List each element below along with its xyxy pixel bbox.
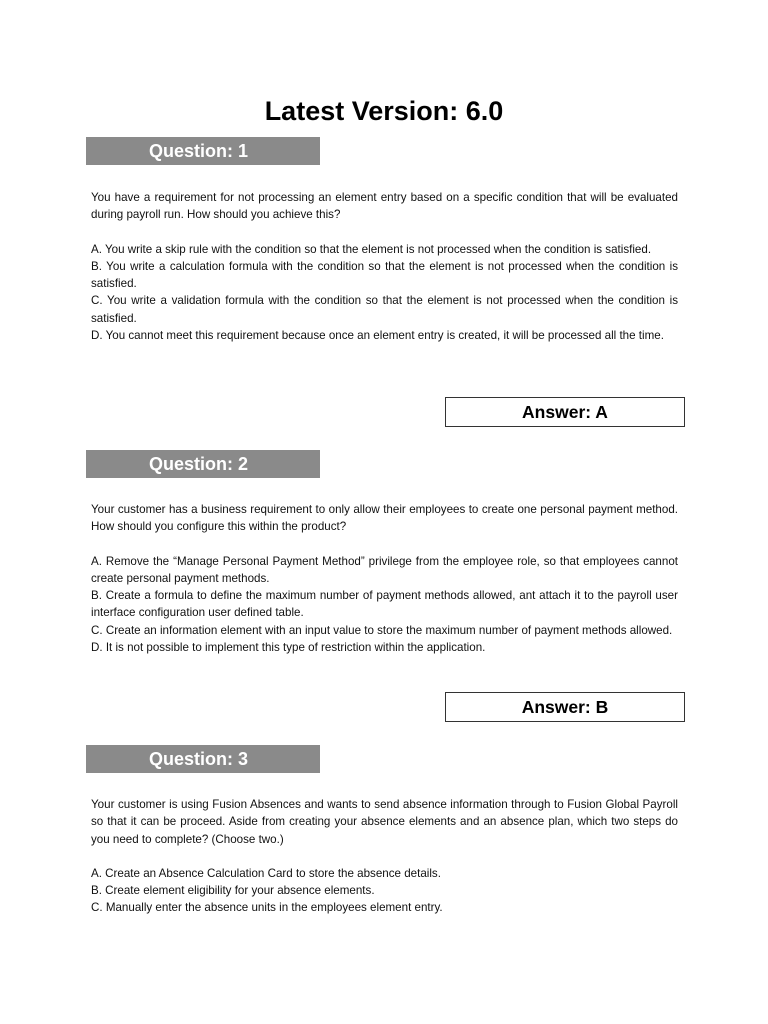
question-3-option-c: C. Manually enter the absence units in the employees element entry. [91,901,443,915]
question-2-option-d: D. It is not possible to implement this type of restriction within the application. [91,641,486,655]
question-2-body [91,501,678,656]
question-1-prompt: You have a requirement for not processing an element entry based on a specific condition that will be evaluated during payroll run. How should you achieve this? [91,191,678,222]
question-3-prompt: Your customer is using Fusion Absences and wants to send absence information through to Fusion Global Payroll so that it can be proceed. Aside from creating your absence elements and an absence plan, which two steps do you need to complete? (Choose two.) [91,798,678,846]
question-1-banner: Question: 1 [86,137,320,165]
question-2-option-a: A. Remove the “Manage Personal Payment Method” privilege from the employee role, so that employees cannot create personal payment methods. [91,554,678,585]
question-1-option-b: B. You write a calculation formula with the condition so that the element is not processed when the condition is satisfied. [91,259,678,291]
question-2-answer: Answer: B [445,692,685,722]
question-1-option-d: D. You cannot meet this requirement because once an element entry is created, it will be processed all the time. [91,329,664,343]
question-2-banner: Question: 2 [86,450,320,478]
question-3-body [91,796,678,917]
question-1-body [91,189,678,344]
question-2-prompt: Your customer has a business requirement to only allow their employees to create one personal payment method. How should you configure this within the product? [91,503,678,534]
page-title: Latest Version: 6.0 [264,96,504,126]
question-1-option-c: C. You write a validation formula with the condition so that the element is not processed when the condition is satisfied. [91,294,678,325]
question-3-banner: Question: 3 [86,745,320,773]
question-2-option-b: B. Create a formula to define the maximum number of payment methods allowed, ant attach it to the payroll user interface configuration user defined table. [91,589,678,620]
question-3-option-a: A. Create an Absence Calculation Card to store the absence details. [91,866,441,880]
question-1-option-a: A. You write a skip rule with the condition so that the element is not processed when the condition is satisfied. [91,242,652,256]
question-1-answer: Answer: A [445,397,685,427]
question-2-option-c: C. Create an information element with an input value to store the maximum number of payment methods allowed. [91,623,673,637]
question-3-option-b: B. Create element eligibility for your absence elements. [91,884,375,898]
